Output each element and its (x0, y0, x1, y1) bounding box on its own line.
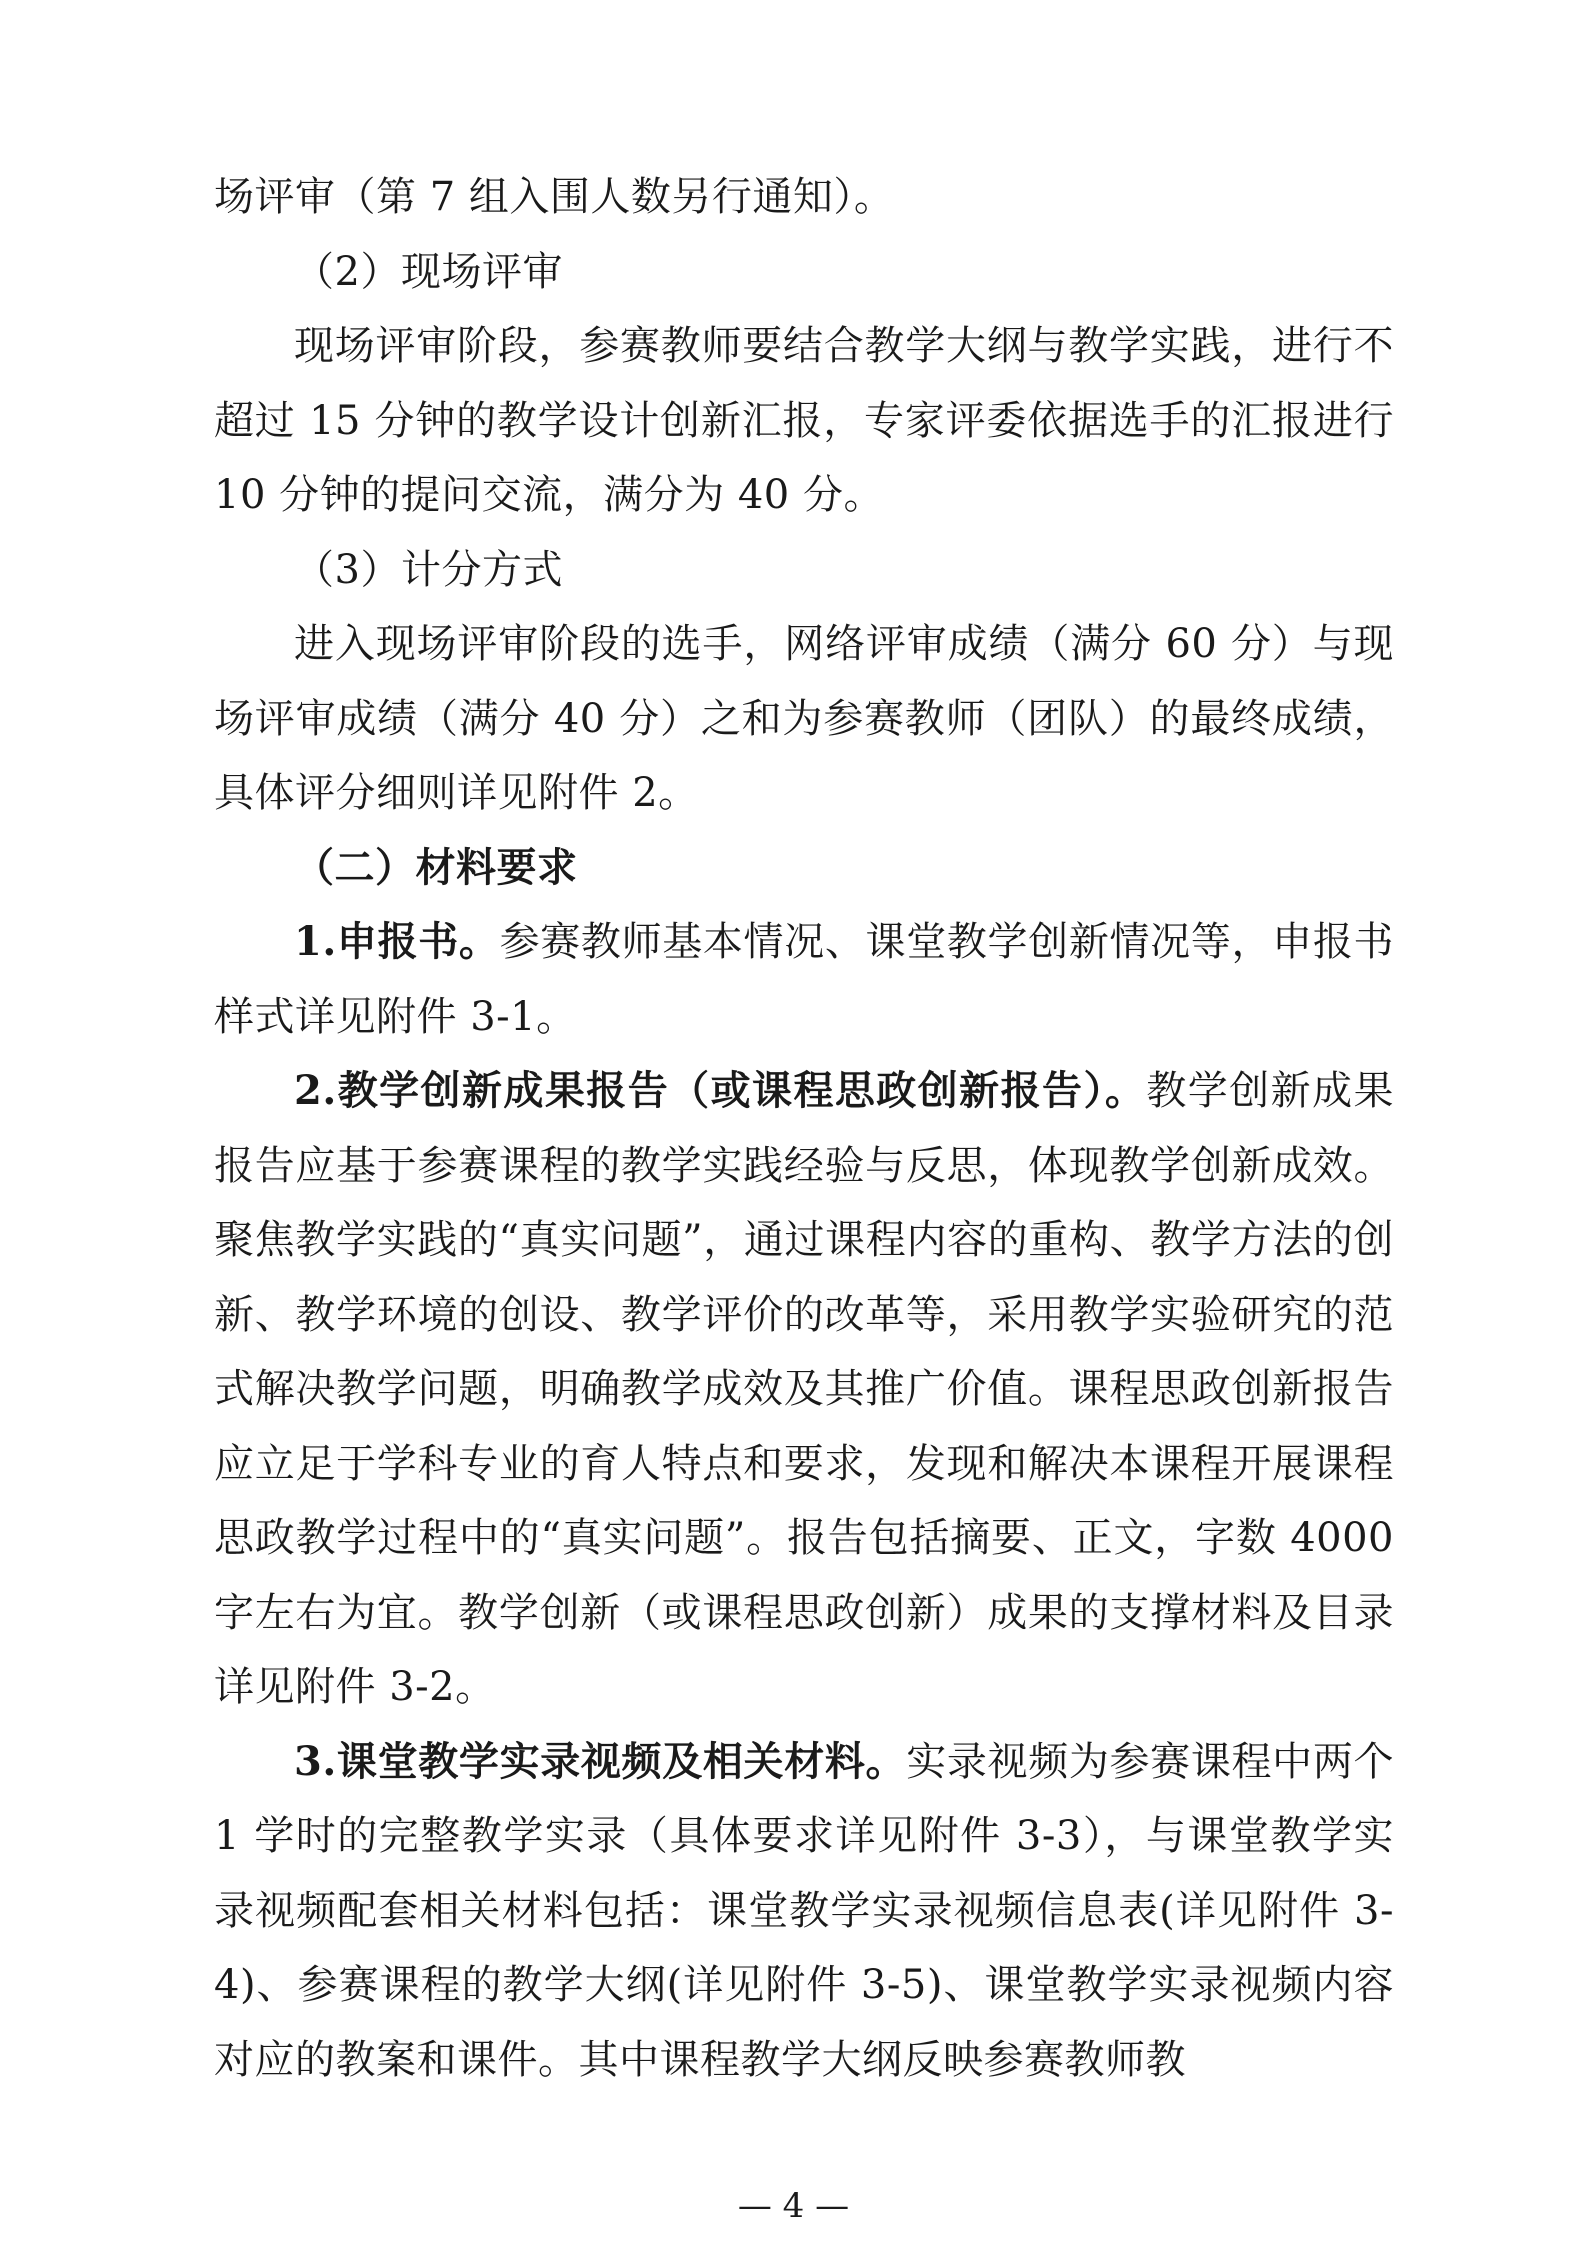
paragraph-text: 现场评审阶段，参赛教师要结合教学大纲与教学实践，进行不超过 15 分钟的教学设计创新汇报，专家评委依据选手的汇报进行 10 分钟的提问交流，满分为 40 分。 (214, 323, 1394, 518)
paragraph-scoring (214, 607, 1394, 831)
document-body (214, 160, 1394, 2097)
paragraph-continuation (214, 160, 1394, 235)
paragraph-lead: 3.课堂教学实录视频及相关材料。 (294, 1737, 907, 1785)
heading-text: （二）材料要求 (294, 843, 578, 891)
paragraph-innovation-report (214, 1054, 1394, 1725)
paragraph-lead: 1.申报书。 (294, 918, 500, 965)
subheading-scoring (214, 533, 1394, 608)
paragraph-text: 场评审（第 7 组入围人数另行通知）。 (214, 174, 895, 220)
paragraph-application-form (214, 905, 1394, 1054)
subheading-onsite-review (214, 235, 1394, 310)
page-number: — 4 — (737, 2186, 850, 2226)
paragraph-text: 进入现场评审阶段的选手，网络评审成绩（满分 60 分）与现场评审成绩（满分 40 分）之和为参赛教师（团队）的最终成绩，具体评分细则详见附件 2。 (214, 621, 1394, 816)
paragraph-text: 教学创新成果报告应基于参赛课程的教学实践经验与反思，体现教学创新成效。聚焦教学实践的“真实问题”，通过课程内容的重构、教学方法的创新、教学环境的创设、教学评价的改革等，采用教学实验研究的范式解决教学问题，明确教学成效及其推广价值。课程思政创新报告应立足于学科专业的育人特点和要求，发现和解决本课程开展课程思政教学过程中的“真实问题”。报告包括摘要、正文，字数 4000 字左右为宜。教学创新（或课程思政创新）成果的支撑材料及目录详见附件 3-2。 (214, 1068, 1395, 1710)
section-heading-materials (214, 831, 1394, 906)
paragraph-text: （3）计分方式 (294, 546, 563, 593)
paragraph-text: 参赛教师基本情况、课堂教学创新情况等，申报书样式详见附件 3-1。 (214, 919, 1394, 1040)
paragraph-text: （2）现场评审 (294, 248, 563, 295)
paragraph-classroom-video (214, 1725, 1394, 2098)
paragraph-onsite-review (214, 309, 1394, 533)
paragraph-lead: 2.教学创新成果报告（或课程思政创新报告）。 (294, 1067, 1147, 1114)
paragraph-text: 实录视频为参赛课程中两个 1 学时的完整教学实录（具体要求详见附件 3-3），与课堂教学实录视频配套相关材料包括：课堂教学实录视频信息表(详见附件 3-4)、参赛课程的教学大纲(详见附件 3-5)、课堂教学实录视频内容对应的教案和课件。其中课程教学大纲反映参赛教师教 (214, 1738, 1394, 2083)
